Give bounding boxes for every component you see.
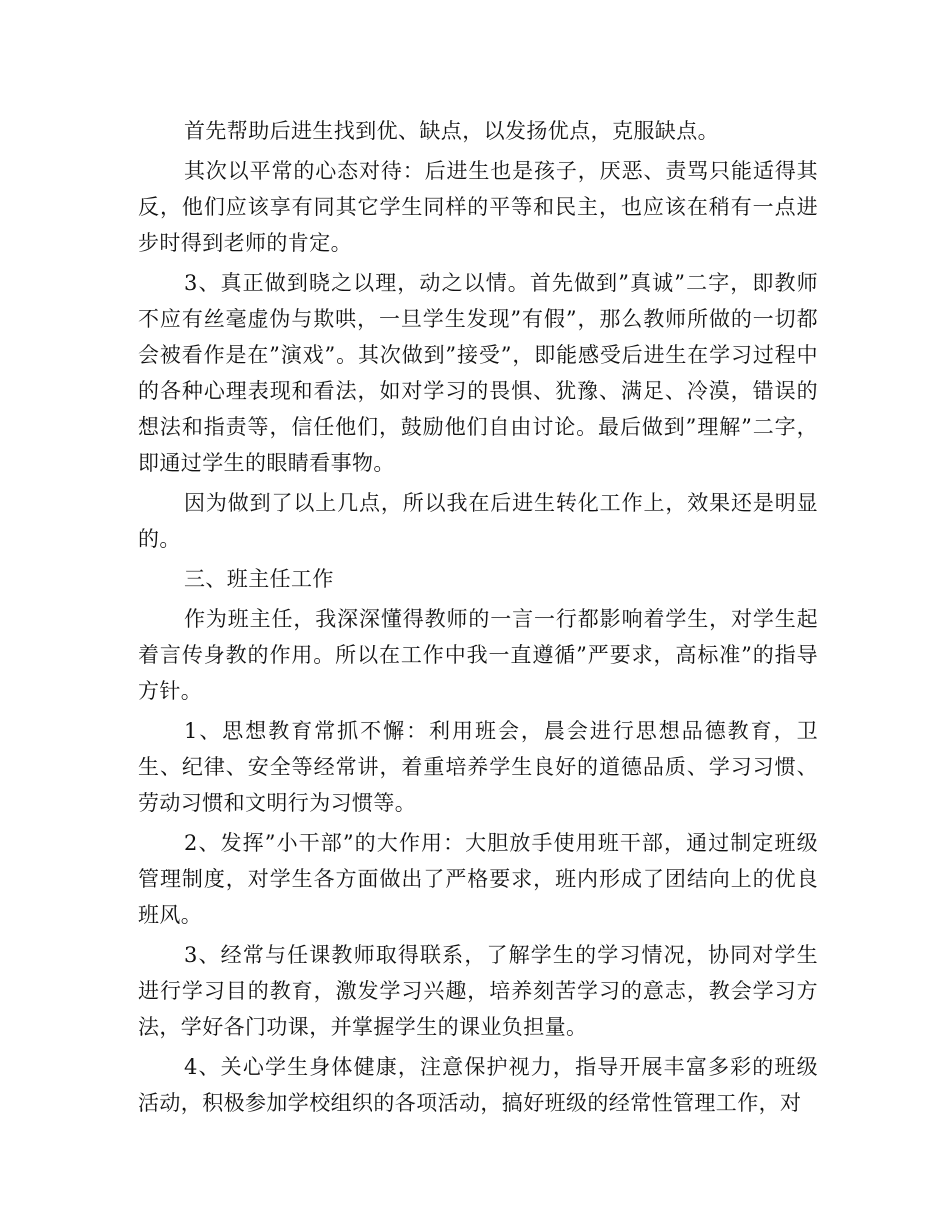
paragraph-1: 首先帮助后进生找到优、缺点，以发扬优点，克服缺点。 [184, 119, 719, 143]
paragraph-4: 因为做到了以上几点，所以我在后进生转化工作上，效果还是明显的。 [138, 491, 818, 551]
paragraph-6: 作为班主任，我深深懂得教师的一言一行都影响着学生，对学生起着言传身教的作用。所以在工作中我一直遵循”严要求，高标准”的指导方针。 [138, 607, 818, 703]
paragraph-3: 3、真正做到晓之以理，动之以情。首先做到”真诚”二字，即教师不应有丝毫虚伪与欺哄，一旦学生发现”有假”，那么教师所做的一切都会被看作是在”演戏”。其次做到”接受”，即能感受后进生在学习过程中的各种心理表现和看法，如对学习的畏惧、犹豫、满足、冷漠，错误的想法和指责等，信任他们，鼓励他们自由讨论。最后做到”理解”二字，即通过学生的眼睛看事物。 [138, 271, 818, 475]
paragraph-2: 其次以平常的心态对待：后进生也是孩子，厌恶、责骂只能适得其反，他们应该享有同其它学生同样的平等和民主，也应该在稍有一点进步时得到老师的肯定。 [138, 159, 818, 255]
paragraph-7: 1、思想教育常抓不懈：利用班会，晨会进行思想品德教育，卫生、纪律、安全等经常讲，着重培养学生良好的道德品质、学习习惯、劳动习惯和文明行为习惯等。 [138, 719, 818, 815]
paragraph-9: 3、经常与任课教师取得联系，了解学生的学习情况，协同对学生进行学习目的教育，激发学习兴趣，培养刻苦学习的意志，教会学习方法，学好各门功课，并掌握学生的课业负担量。 [138, 943, 818, 1039]
paragraph-8: 2、发挥”小干部”的大作用：大胆放手使用班干部，通过制定班级管理制度，对学生各方面做出了严格要求，班内形成了团结向上的优良班风。 [138, 831, 818, 927]
paragraph-10: 4、关心学生身体健康，注意保护视力，指导开展丰富多彩的班级活动，积极参加学校组织的各项活动，搞好班级的经常性管理工作，对 [138, 1055, 818, 1115]
document-body [138, 113, 818, 1125]
section-heading: 三、班主任工作 [184, 567, 334, 591]
